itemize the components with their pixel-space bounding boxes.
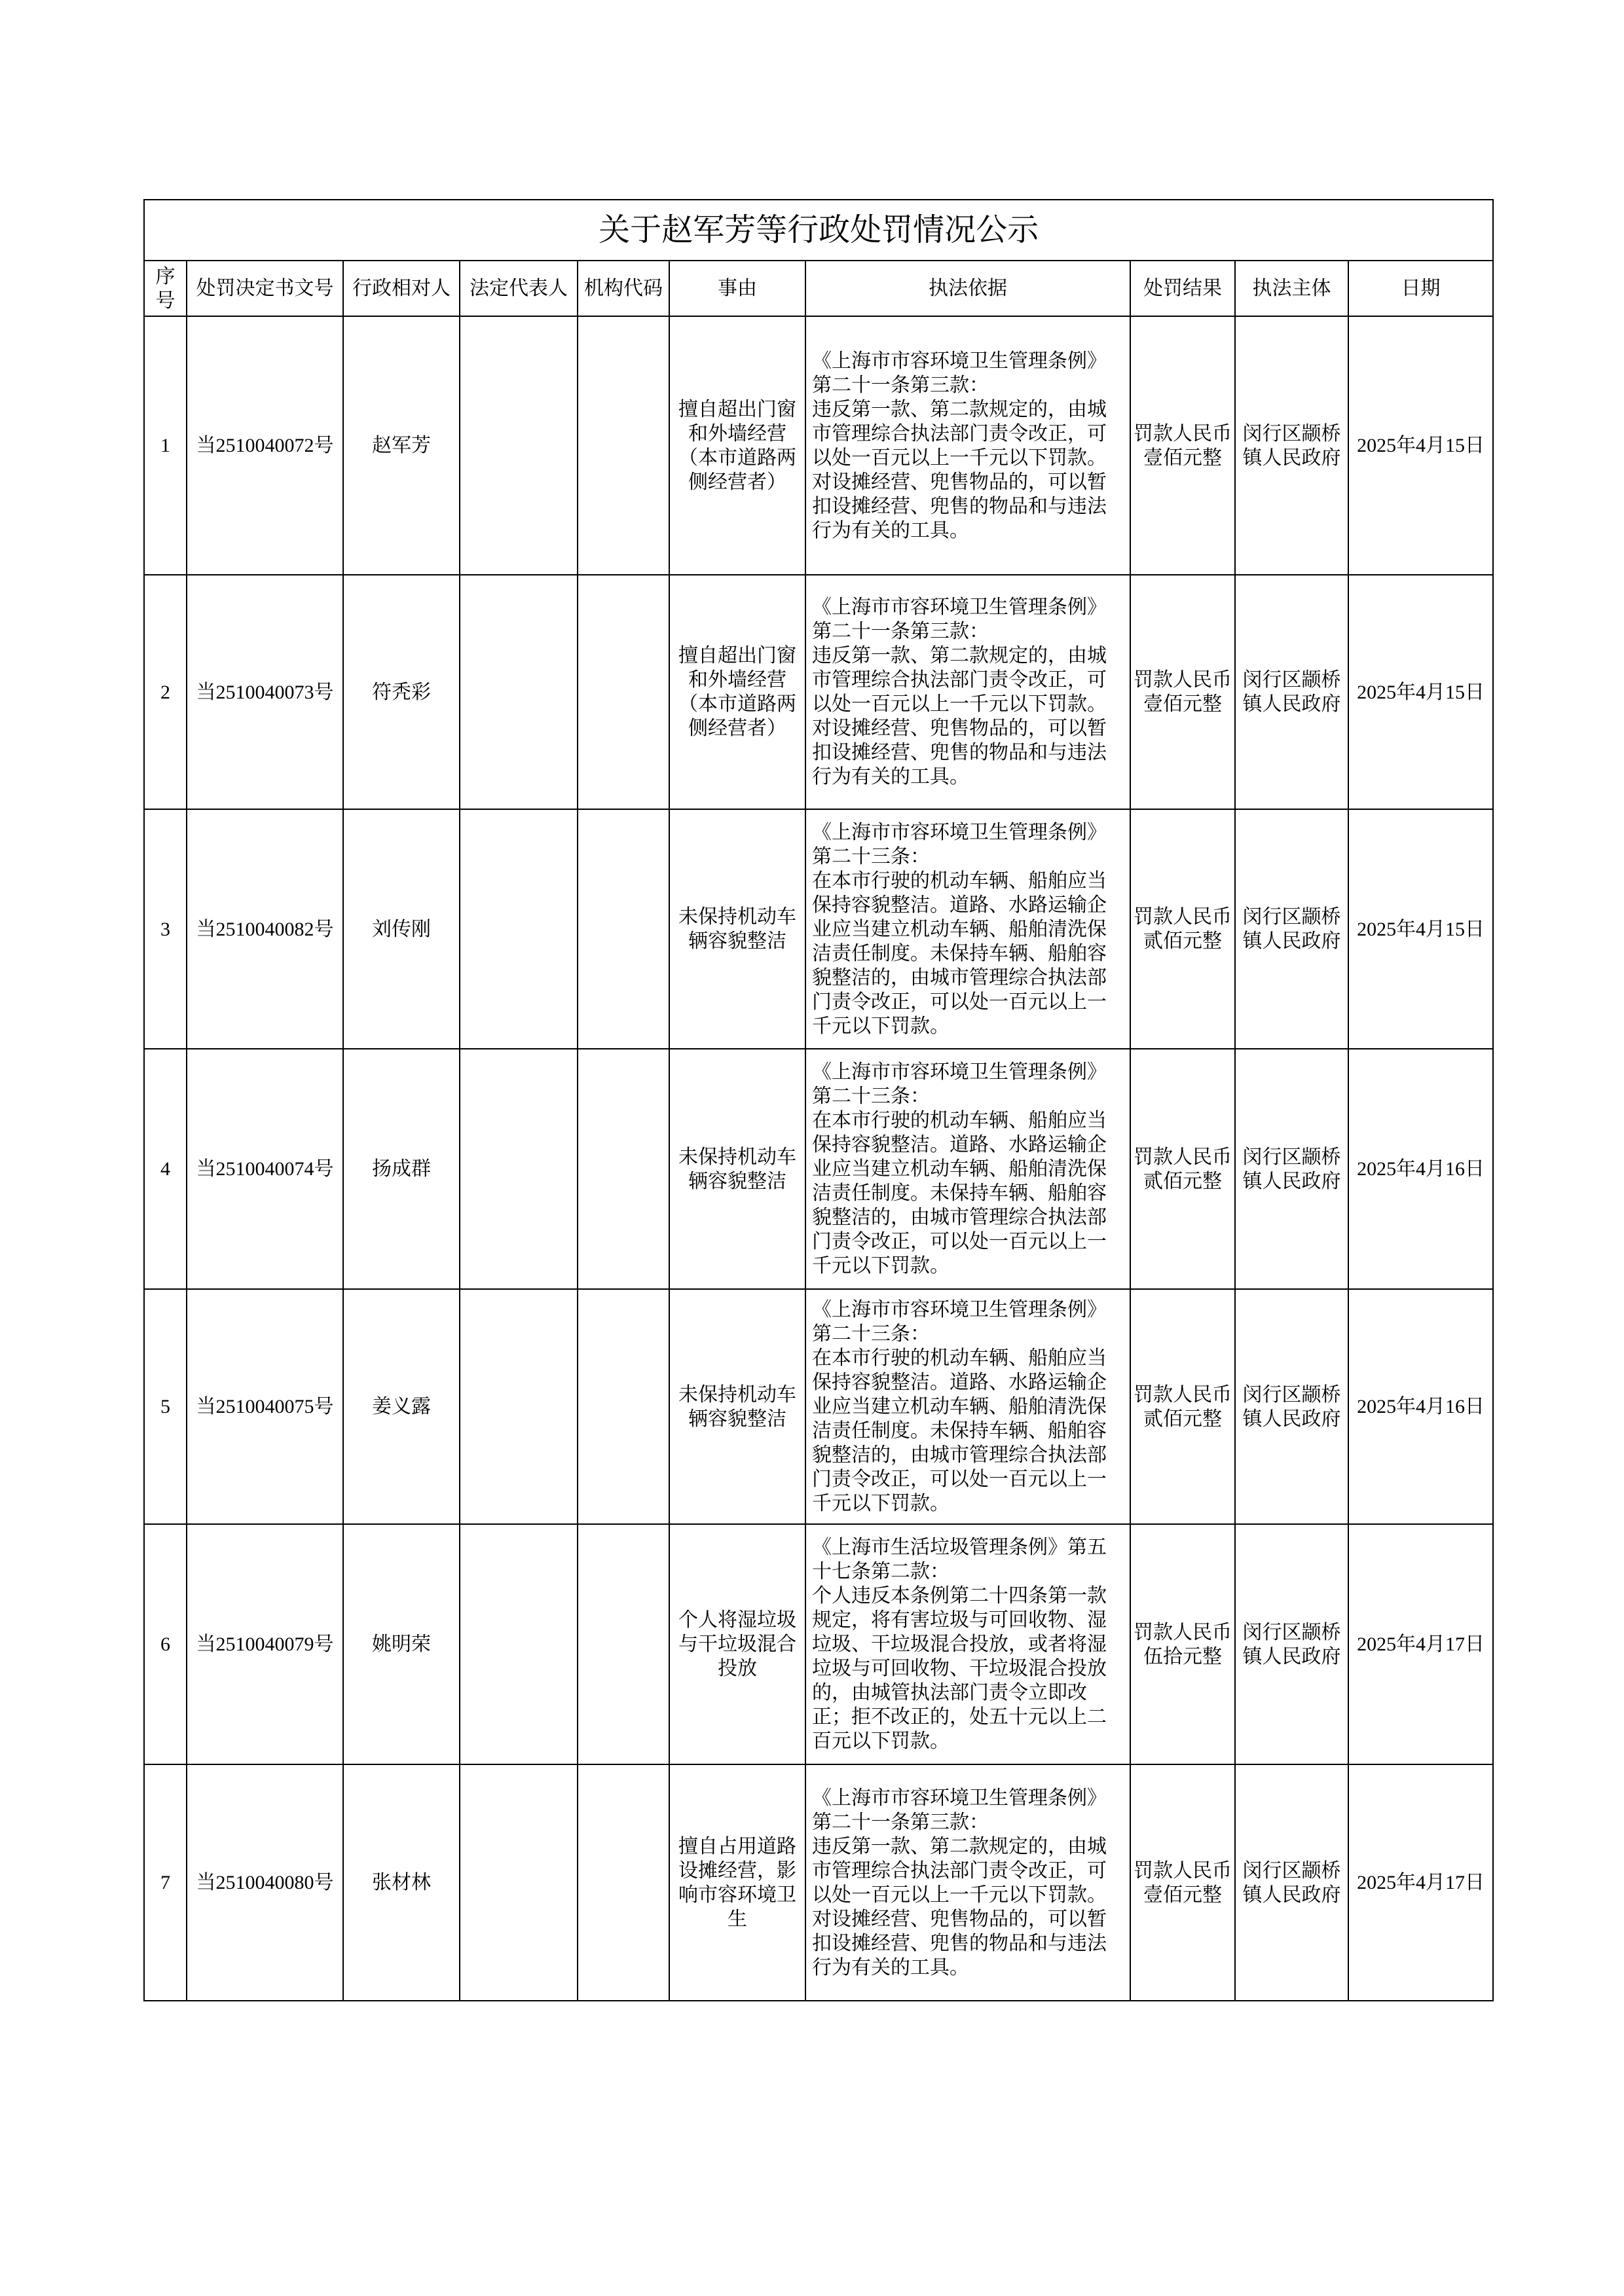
reason: 未保持机动车 辆容貌整洁 [669,1049,805,1289]
org-code-cell [578,575,669,809]
date: 2025年4月17日 [1348,1764,1493,2001]
authority: 闵行区颛桥 镇人民政府 [1235,809,1348,1049]
party-name: 张材林 [343,1764,460,2001]
penalty: 罚款人民币 壹佰元整 [1130,575,1235,809]
penalty: 罚款人民币 贰佰元整 [1130,1289,1235,1524]
party-name: 扬成群 [343,1049,460,1289]
legal-rep-cell [460,316,578,575]
authority: 闵行区颛桥 镇人民政府 [1235,1049,1348,1289]
table-row [144,1764,1493,2001]
header-seq [144,261,187,316]
header-authority: 执法主体 [1235,261,1348,316]
case-number: 当2510040079号 [187,1524,343,1764]
date: 2025年4月16日 [1348,1049,1493,1289]
date: 2025年4月15日 [1348,809,1493,1049]
row-seq: 1 [144,316,187,575]
org-code-cell [578,809,669,1049]
authority: 闵行区颛桥 镇人民政府 [1235,1289,1348,1524]
header-basis: 执法依据 [805,261,1130,316]
header-legal-rep: 法定代表人 [460,261,578,316]
org-code-cell [578,316,669,575]
legal-rep-cell [460,809,578,1049]
party-name: 姚明荣 [343,1524,460,1764]
legal-basis: 《上海市市容环境卫生管理条例》 第二十三条： 在本市行驶的机动车辆、船舶应当 保持容貌整洁。道路、水路运输企 业应当建立机动车辆、船舶清洗保 洁责任制度。未保持车辆、船舶容 貌整洁的，由城市管理综合执法部 门责令改正，可以处一百元以上一 千元以下罚款。 [805,1289,1130,1524]
org-code-cell [578,1289,669,1524]
date: 2025年4月16日 [1348,1289,1493,1524]
header-penalty: 处罚结果 [1130,261,1235,316]
authority: 闵行区颛桥 镇人民政府 [1235,575,1348,809]
case-number: 当2510040082号 [187,809,343,1049]
penalty: 罚款人民币 壹佰元整 [1130,316,1235,575]
date: 2025年4月17日 [1348,1524,1493,1764]
case-number: 当2510040080号 [187,1764,343,2001]
row-seq: 2 [144,575,187,809]
document-title: 关于赵军芳等行政处罚情况公示 [144,200,1493,261]
header-case-number: 处罚决定书文号 [187,261,343,316]
party-name: 刘传刚 [343,809,460,1049]
reason: 未保持机动车 辆容貌整洁 [669,1289,805,1524]
penalty: 罚款人民币 伍拾元整 [1130,1524,1235,1764]
org-code-cell [578,1049,669,1289]
reason: 擅自超出门窗 和外墙经营 （本市道路两 侧经营者） [669,316,805,575]
case-number: 当2510040072号 [187,316,343,575]
legal-basis: 《上海市市容环境卫生管理条例》 第二十一条第三款： 违反第一款、第二款规定的，由城 市管理综合执法部门责令改正，可 以处一百元以上一千元以下罚款。 对设摊经营、兜售物品的，可以暂 扣设摊经营、兜售的物品和与违法 行为有关的工具。 [805,316,1130,575]
row-seq: 7 [144,1764,187,2001]
party-name: 姜义露 [343,1289,460,1524]
authority: 闵行区颛桥 镇人民政府 [1235,1524,1348,1764]
penalty: 罚款人民币 壹佰元整 [1130,1764,1235,2001]
table-row [144,1049,1493,1289]
row-seq: 5 [144,1289,187,1524]
table-row [144,1524,1493,1764]
authority: 闵行区颛桥 镇人民政府 [1235,316,1348,575]
authority: 闵行区颛桥 镇人民政府 [1235,1764,1348,2001]
case-number: 当2510040073号 [187,575,343,809]
legal-basis: 《上海市生活垃圾管理条例》第五 十七条第二款： 个人违反本条例第二十四条第一款 规定，将有害垃圾与可回收物、湿 垃圾、干垃圾混合投放，或者将湿 垃圾与可回收物、干垃圾混合投放 的，由城管执法部门责令立即改 正；拒不改正的，处五十元以上二 百元以下罚款。 [805,1524,1130,1764]
header-seq-label: 序号 [155,265,175,312]
legal-basis: 《上海市市容环境卫生管理条例》 第二十三条： 在本市行驶的机动车辆、船舶应当 保持容貌整洁。道路、水路运输企 业应当建立机动车辆、船舶清洗保 洁责任制度。未保持车辆、船舶容 貌整洁的，由城市管理综合执法部 门责令改正，可以处一百元以上一 千元以下罚款。 [805,1049,1130,1289]
header-org-code: 机构代码 [578,261,669,316]
legal-basis: 《上海市市容环境卫生管理条例》 第二十一条第三款： 违反第一款、第二款规定的，由城 市管理综合执法部门责令改正，可 以处一百元以上一千元以下罚款。 对设摊经营、兜售物品的，可以暂 扣设摊经营、兜售的物品和与违法 行为有关的工具。 [805,1764,1130,2001]
legal-rep-cell [460,1049,578,1289]
org-code-cell [578,1524,669,1764]
table-row [144,809,1493,1049]
header-party: 行政相对人 [343,261,460,316]
reason: 未保持机动车 辆容貌整洁 [669,809,805,1049]
reason: 擅自占用道路 设摊经营，影 响市容环境卫 生 [669,1764,805,2001]
party-name: 赵军芳 [343,316,460,575]
table-row [144,1289,1493,1524]
penalty: 罚款人民币 贰佰元整 [1130,1049,1235,1289]
table-row [144,575,1493,809]
header-reason: 事由 [669,261,805,316]
penalty: 罚款人民币 贰佰元整 [1130,809,1235,1049]
title-row [144,200,1493,261]
header-row [144,261,1493,316]
date: 2025年4月15日 [1348,316,1493,575]
legal-basis: 《上海市市容环境卫生管理条例》 第二十一条第三款： 违反第一款、第二款规定的，由城 市管理综合执法部门责令改正，可 以处一百元以上一千元以下罚款。 对设摊经营、兜售物品的，可以暂 扣设摊经营、兜售的物品和与违法 行为有关的工具。 [805,575,1130,809]
legal-rep-cell [460,1764,578,2001]
row-seq: 4 [144,1049,187,1289]
header-date: 日期 [1348,261,1493,316]
legal-rep-cell [460,575,578,809]
reason: 擅自超出门窗 和外墙经营 （本市道路两 侧经营者） [669,575,805,809]
case-number: 当2510040074号 [187,1049,343,1289]
reason: 个人将湿垃圾 与干垃圾混合 投放 [669,1524,805,1764]
case-number: 当2510040075号 [187,1289,343,1524]
row-seq: 3 [144,809,187,1049]
org-code-cell [578,1764,669,2001]
row-seq: 6 [144,1524,187,1764]
date: 2025年4月15日 [1348,575,1493,809]
table-row [144,316,1493,575]
party-name: 符秃彩 [343,575,460,809]
legal-basis: 《上海市市容环境卫生管理条例》 第二十三条： 在本市行驶的机动车辆、船舶应当 保持容貌整洁。道路、水路运输企 业应当建立机动车辆、船舶清洗保 洁责任制度。未保持车辆、船舶容 貌整洁的，由城市管理综合执法部 门责令改正，可以处一百元以上一 千元以下罚款。 [805,809,1130,1049]
legal-rep-cell [460,1524,578,1764]
legal-rep-cell [460,1289,578,1524]
penalty-notice-table [143,199,1494,2001]
